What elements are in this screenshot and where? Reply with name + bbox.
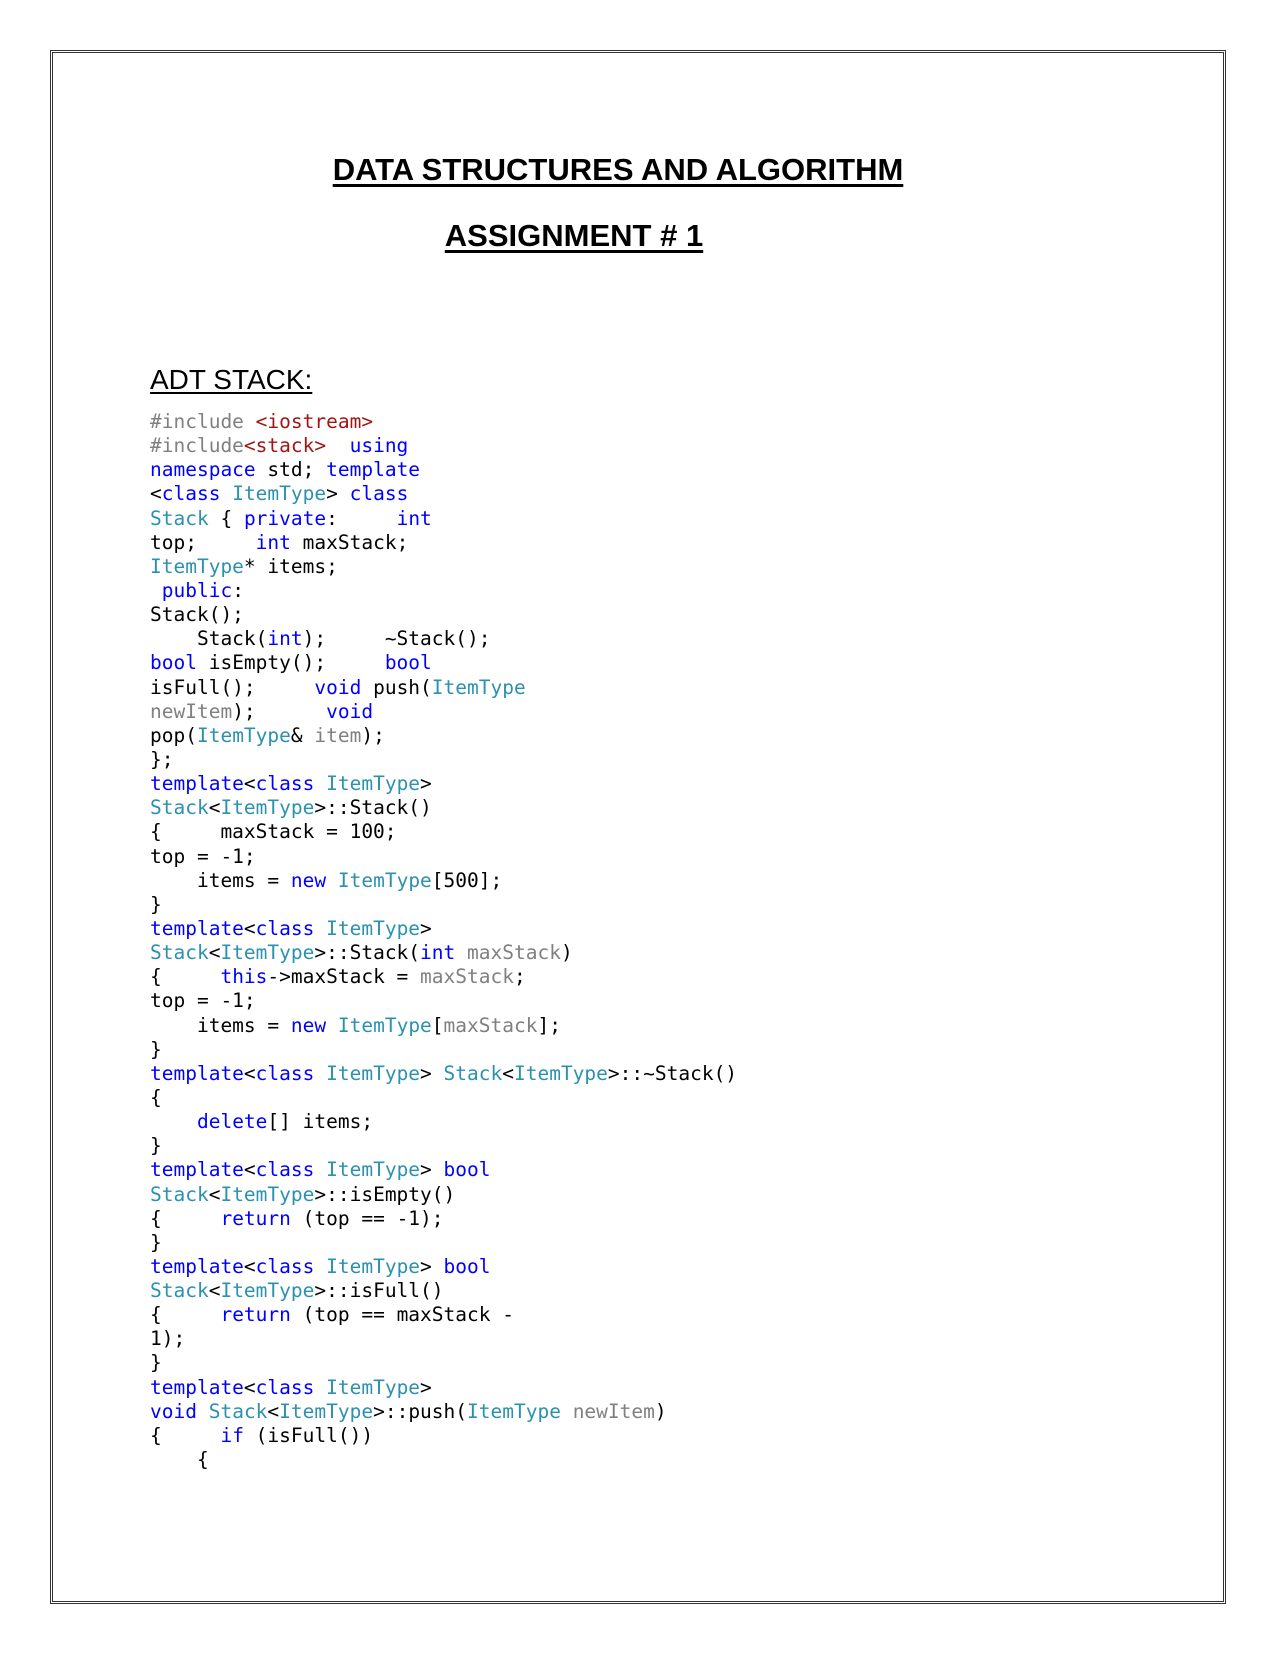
code-line	[150, 965, 737, 989]
code-token: ItemType	[326, 772, 421, 796]
code-token	[150, 579, 162, 602]
code-token: template	[150, 1254, 244, 1278]
code-token	[326, 869, 338, 892]
code-token: void	[150, 1399, 197, 1423]
code-token: bool	[150, 651, 197, 675]
code-token: return	[220, 1303, 291, 1327]
code-token: }	[150, 1351, 162, 1375]
code-token: delete	[196, 1110, 268, 1134]
code-token: >::~Stack()	[607, 1061, 738, 1085]
code-token: #include	[150, 434, 244, 458]
code-token: template	[150, 772, 244, 796]
code-token: class	[255, 1375, 315, 1399]
code-token: #include	[150, 410, 256, 433]
code-token: using	[349, 434, 409, 458]
code-token: ItemType	[431, 675, 526, 699]
code-line	[150, 989, 737, 1013]
code-token: if	[220, 1423, 244, 1447]
code-token: Stack(	[150, 627, 268, 651]
code-token: <	[208, 1182, 221, 1206]
code-line	[150, 1327, 737, 1351]
code-token	[150, 1110, 197, 1133]
code-token: maxStack;	[290, 530, 409, 554]
code-line	[150, 700, 737, 724]
code-token: maxStack	[443, 1013, 538, 1037]
code-token: }	[150, 892, 162, 916]
code-token	[314, 772, 326, 795]
code-token: {	[150, 1206, 221, 1230]
code-token: &	[290, 723, 315, 747]
code-token	[197, 1400, 209, 1423]
code-token: :	[326, 506, 397, 530]
assignment-subtitle: ASSIGNMENT # 1	[444, 218, 704, 253]
code-line	[150, 1038, 737, 1062]
code-token: ItemType	[326, 916, 421, 940]
code-token: maxStack	[467, 941, 561, 965]
code-line	[150, 1207, 737, 1231]
code-token: {	[150, 1423, 221, 1447]
code-token: >::Stack()	[314, 796, 432, 820]
code-token: class	[255, 1254, 315, 1278]
code-token: <	[243, 1254, 256, 1278]
code-token: 1);	[150, 1327, 186, 1351]
code-token: ItemType	[279, 1399, 374, 1423]
code-token: ItemType	[220, 941, 315, 965]
code-line	[150, 482, 737, 506]
code-token: >	[420, 1061, 444, 1085]
code-token: void	[326, 699, 374, 723]
code-token: namespace	[150, 458, 256, 482]
code-token	[314, 1255, 326, 1278]
code-token: ItemType	[220, 796, 315, 820]
code-line	[150, 1400, 737, 1424]
code-token: class	[349, 482, 409, 506]
code-line	[150, 820, 737, 844]
code-token: bool	[443, 1158, 491, 1182]
code-token: {	[150, 1448, 209, 1472]
code-token: {	[150, 1085, 162, 1109]
code-token: <	[243, 1158, 256, 1182]
code-token: <	[208, 796, 221, 820]
code-token: ;	[513, 965, 526, 989]
code-token	[220, 482, 232, 505]
code-line	[150, 893, 737, 917]
code-line	[150, 845, 737, 869]
code-token: }	[150, 1037, 162, 1061]
code-token: ItemType	[220, 1182, 315, 1206]
code-line	[150, 603, 737, 627]
code-block	[150, 410, 737, 1472]
code-token: template	[150, 1375, 244, 1399]
code-token	[455, 941, 467, 964]
code-token: Stack	[150, 796, 209, 820]
code-token: Stack	[443, 1061, 503, 1085]
code-line	[150, 1448, 737, 1472]
code-token: top = -1;	[150, 989, 256, 1013]
section-heading: ADT STACK:	[150, 364, 313, 395]
code-line	[150, 651, 737, 675]
code-token: :	[232, 578, 244, 602]
code-token: ItemType	[326, 1254, 421, 1278]
code-token: <	[243, 1375, 256, 1399]
code-token: (isFull())	[243, 1423, 374, 1447]
code-line	[150, 869, 737, 893]
code-line	[150, 1376, 737, 1400]
code-line	[150, 941, 737, 965]
code-token: Stack	[150, 506, 209, 530]
code-token: >::push(	[373, 1399, 468, 1423]
code-token: push(	[361, 675, 432, 699]
code-token: ItemType	[196, 723, 291, 747]
code-token: ItemType	[150, 554, 244, 578]
code-line	[150, 748, 737, 772]
code-token: template	[326, 458, 421, 482]
code-token: );	[232, 699, 327, 723]
code-token: { maxStack = 100;	[150, 820, 397, 844]
code-token: template	[150, 1158, 244, 1182]
code-line	[150, 1062, 737, 1086]
code-token: top = -1;	[150, 844, 256, 868]
code-token: <	[208, 1279, 221, 1303]
code-token: maxStack	[420, 965, 514, 989]
code-token: class	[161, 482, 221, 506]
code-line	[150, 1279, 737, 1303]
code-token: template	[150, 916, 244, 940]
code-token: new	[290, 868, 327, 892]
code-token: Stack	[150, 1182, 209, 1206]
code-token: isFull();	[150, 675, 315, 699]
code-token	[314, 917, 326, 940]
code-token: int	[396, 506, 432, 530]
code-token: Stack	[208, 1399, 268, 1423]
code-token: >::Stack(	[314, 941, 421, 965]
code-token: ItemType	[220, 1279, 315, 1303]
code-token: void	[314, 675, 362, 699]
code-line	[150, 531, 737, 555]
code-token: [	[431, 1013, 444, 1037]
code-token: private	[243, 506, 327, 530]
code-token	[326, 434, 349, 457]
code-token: {	[150, 965, 221, 989]
code-line	[150, 1351, 737, 1375]
code-token: items =	[150, 1013, 291, 1037]
code-token: <	[150, 482, 162, 506]
code-token: >	[420, 1375, 432, 1399]
code-token: <stack>	[243, 434, 327, 458]
code-token	[326, 1014, 338, 1037]
code-token: >	[420, 916, 432, 940]
code-token: <	[267, 1399, 280, 1423]
code-token: <	[243, 916, 256, 940]
code-token: bool	[443, 1254, 491, 1278]
code-token: item	[314, 723, 362, 747]
code-token: Stack();	[150, 603, 244, 627]
code-line	[150, 579, 737, 603]
code-token: <	[502, 1061, 514, 1085]
code-token: ); ~Stack();	[302, 627, 491, 651]
code-line	[150, 1231, 737, 1255]
code-token: ItemType	[337, 1013, 432, 1037]
code-token: newItem	[572, 1399, 655, 1423]
code-line	[150, 1134, 737, 1158]
code-token: int	[267, 627, 303, 651]
code-token: template	[150, 1061, 244, 1085]
code-token: return	[220, 1206, 291, 1230]
code-token: bool	[384, 651, 432, 675]
code-token: >::isFull()	[314, 1279, 444, 1303]
code-line	[150, 1424, 737, 1448]
code-token: ->maxStack =	[267, 965, 421, 989]
code-line	[150, 1183, 737, 1207]
code-token: this	[220, 965, 268, 989]
code-token: class	[255, 772, 315, 796]
code-token: public	[161, 578, 233, 602]
code-token: >	[420, 772, 432, 796]
code-token: pop(	[150, 723, 197, 747]
code-token: class	[255, 1158, 315, 1182]
code-token: }	[150, 1230, 162, 1254]
code-line	[150, 1158, 737, 1182]
code-line	[150, 917, 737, 941]
code-token: * items;	[243, 554, 338, 578]
code-line	[150, 507, 737, 531]
code-line	[150, 555, 737, 579]
code-token: new	[290, 1013, 327, 1037]
code-line	[150, 434, 737, 458]
code-line	[150, 1110, 737, 1134]
code-token: Stack	[150, 941, 209, 965]
code-line	[150, 1014, 737, 1038]
code-line	[150, 458, 737, 482]
code-token: [] items;	[267, 1110, 374, 1134]
code-token	[314, 1376, 326, 1399]
code-token: isEmpty();	[196, 651, 385, 675]
code-token: newItem	[150, 699, 233, 723]
code-token: int	[420, 941, 456, 965]
code-token: }	[150, 1134, 162, 1158]
code-token: (top == maxStack -	[290, 1303, 514, 1327]
code-token: >	[420, 1254, 444, 1278]
code-token: ItemType	[326, 1375, 421, 1399]
code-token: <	[243, 1061, 256, 1085]
code-line	[150, 772, 737, 796]
code-token: {	[208, 506, 244, 530]
code-token: {	[150, 1303, 221, 1327]
code-token: ItemType	[337, 868, 432, 892]
document-title: DATA STRUCTURES AND ALGORITHM	[332, 152, 904, 187]
code-token: <	[243, 772, 256, 796]
code-token: class	[255, 916, 315, 940]
code-token: };	[150, 747, 174, 771]
code-line	[150, 796, 737, 820]
code-token: int	[255, 530, 291, 554]
code-line	[150, 676, 737, 700]
code-token: ItemType	[232, 482, 327, 506]
code-token: >	[326, 482, 350, 506]
code-token: ItemType	[467, 1399, 561, 1423]
code-line	[150, 724, 737, 748]
code-token: top;	[150, 530, 256, 554]
code-token: >	[420, 1158, 444, 1182]
code-token: ];	[537, 1013, 561, 1037]
code-token: (top == -1);	[290, 1206, 444, 1230]
code-token: ItemType	[513, 1061, 608, 1085]
code-token: [500];	[431, 868, 503, 892]
code-token: <	[208, 941, 221, 965]
code-token: >::isEmpty()	[314, 1182, 456, 1206]
code-line	[150, 1255, 737, 1279]
code-line	[150, 410, 737, 434]
code-token	[561, 1400, 573, 1423]
code-token: )	[654, 1399, 667, 1423]
code-token: Stack	[150, 1279, 209, 1303]
code-token: items =	[150, 868, 291, 892]
code-token: );	[361, 723, 385, 747]
code-token	[314, 1062, 326, 1085]
code-line	[150, 627, 737, 651]
code-token: std;	[255, 458, 327, 482]
code-token: class	[255, 1061, 315, 1085]
code-token: ItemType	[326, 1061, 421, 1085]
code-line	[150, 1303, 737, 1327]
code-token	[314, 1158, 326, 1181]
code-line	[150, 1086, 737, 1110]
code-token: <iostream>	[255, 410, 374, 433]
code-token: )	[560, 941, 573, 965]
code-token: ItemType	[326, 1158, 421, 1182]
